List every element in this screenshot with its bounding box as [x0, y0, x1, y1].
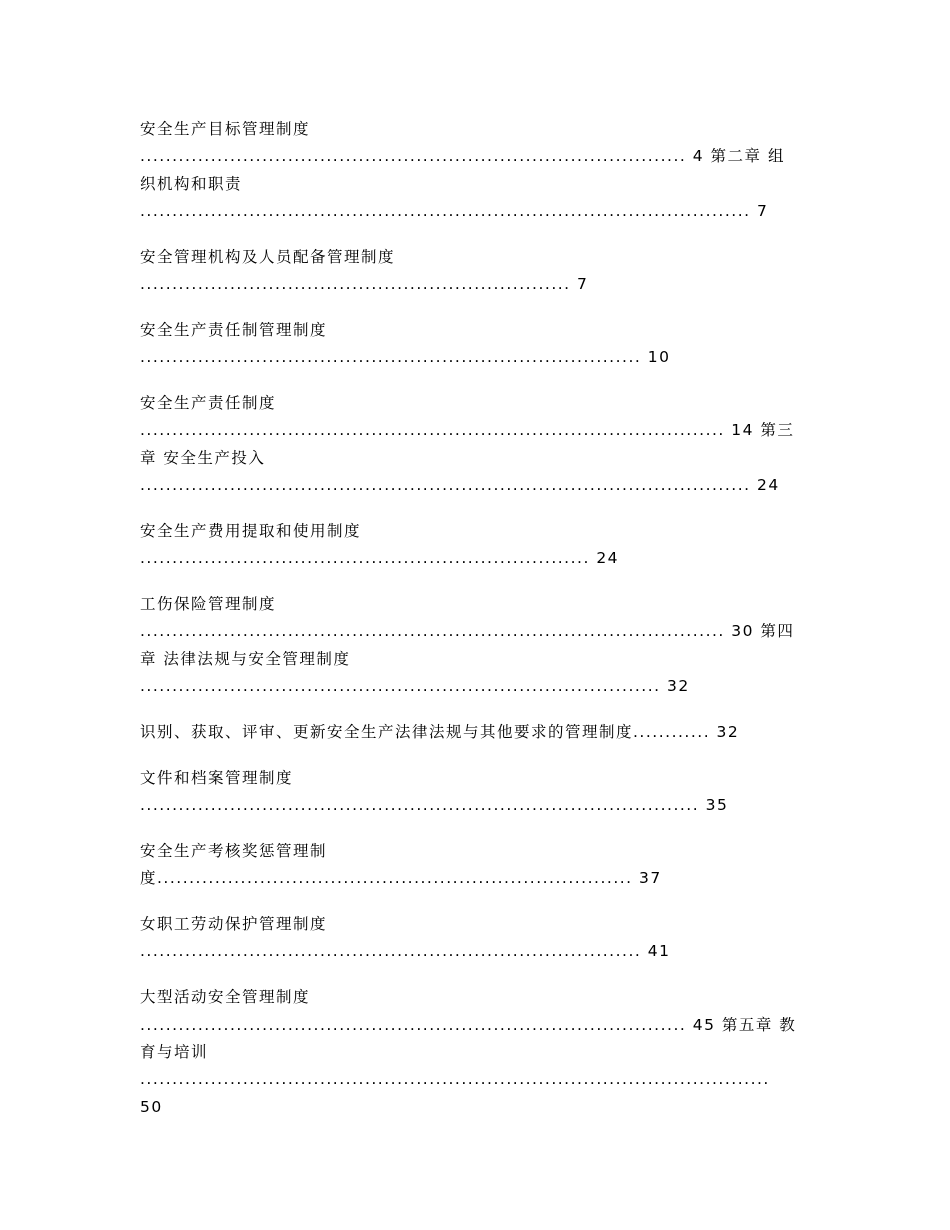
toc-leader-page: ..................................................................................... 4 第二章 组: [140, 147, 785, 166]
toc-leader-page: ..................................................................................... 45 第五章 教: [140, 1015, 797, 1034]
toc-spacer: [140, 372, 820, 391]
toc-leader-page: ............................................................................................... 7: [140, 201, 769, 220]
toc-leader-page: .............................................................................. 41: [140, 942, 671, 961]
toc-entry-title: 安全生产目标管理制度: [140, 120, 311, 138]
table-of-contents: [140, 116, 820, 1121]
toc-spacer: [140, 746, 820, 765]
toc-leader-page: ................................................................................. 32: [140, 677, 690, 696]
toc-entry-title: 女职工劳动保护管理制度: [140, 915, 328, 934]
toc-leader-page: ............................................................................................... 24: [140, 476, 780, 495]
toc-leader-page: ....................................................................................... 35: [140, 796, 729, 815]
toc-entry-title: 大型活动安全管理制度: [140, 988, 311, 1007]
toc-entry-title: 文件和档案管理制度: [140, 768, 294, 787]
toc-entry-title: 安全生产考核奖惩管理制: [140, 841, 328, 860]
toc-entry-title: 安全生产费用提取和使用制度: [140, 521, 362, 540]
toc-leader-page: ...................................................................... 24: [140, 549, 620, 568]
toc-entry-title: 章 法律法规与安全管理制度: [140, 649, 351, 668]
toc-entry-title: 安全生产责任制度: [140, 394, 277, 413]
toc-entry-title: 育与培训: [140, 1042, 209, 1061]
toc-leader-page: 度.......................................................................... 37: [140, 869, 662, 888]
toc-leader-page: ..................................................................................................: [140, 1070, 770, 1089]
toc-spacer: [140, 573, 820, 592]
toc-entry-title: 织机构和职责: [140, 174, 243, 193]
toc-spacer: [140, 819, 820, 838]
toc-leader-page: ........................................................................................... 14 第三: [140, 421, 795, 440]
toc-spacer: [140, 225, 820, 244]
toc-entry-title: 安全生产责任制管理制度: [140, 320, 328, 339]
toc-leader-page: .............................................................................. 10: [140, 348, 671, 367]
toc-spacer: [140, 893, 820, 912]
toc-entry-title: 工伤保险管理制度: [140, 595, 277, 614]
toc-spacer: [140, 499, 820, 518]
toc-spacer: [140, 298, 820, 317]
toc-entry-title: 安全管理机构及人员配备管理制度: [140, 247, 396, 266]
toc-leader-page: ................................................................... 7: [140, 275, 589, 294]
toc-entry-title: 章 安全生产投入: [140, 448, 266, 467]
toc-entry-full: 识别、获取、评审、更新安全生产法律法规与其他要求的管理制度............ 32: [140, 722, 740, 741]
toc-spacer: [140, 966, 820, 985]
toc-leader-page: ........................................................................................... 30 第四: [140, 622, 795, 641]
toc-spacer: [140, 700, 820, 719]
toc-page-number: 50: [140, 1097, 163, 1116]
